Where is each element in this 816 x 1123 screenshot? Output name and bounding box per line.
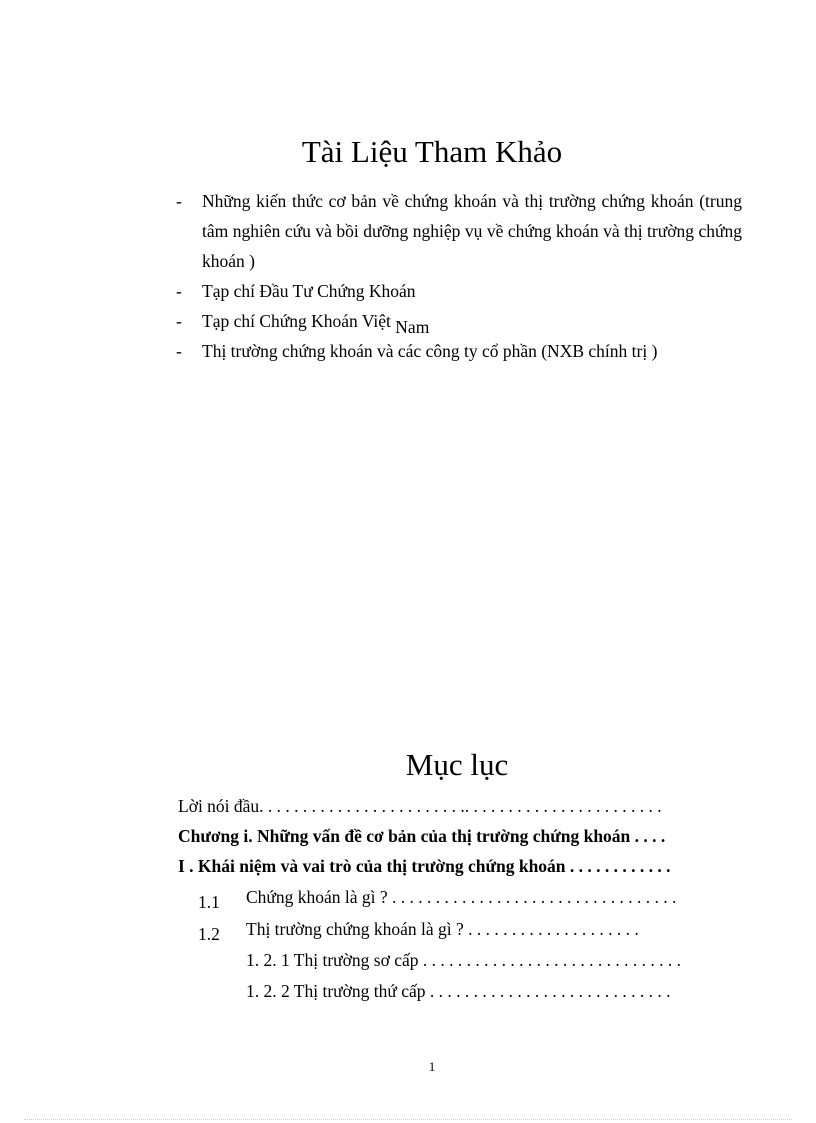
page-divider xyxy=(24,1119,792,1120)
toc-entry-1-2[interactable]: Thị trường chứng khoán là gì ? . . . . . . . . . . . . . . . . . . . . xyxy=(246,919,639,939)
reference-text-tail: Nam xyxy=(395,317,430,337)
reference-item xyxy=(176,276,742,306)
reference-text: Tạp chí Đầu Tư Chứng Khoán xyxy=(202,281,416,301)
page-number: 1 xyxy=(428,1059,436,1074)
toc-number: 1.1 xyxy=(198,892,220,912)
bullet-dash: - xyxy=(176,281,182,301)
toc-entry-1-2-1[interactable]: 1. 2. 1 Thị trường sơ cấp . . . . . . . . . . . . . . . . . . . . . . . . . . . . . . xyxy=(246,950,682,970)
toc-entry-chapter-1[interactable]: Chương i. Những vấn đề cơ bản của thị trường chứng khoán . . . . xyxy=(178,826,666,846)
reference-text: Thị trường chứng khoán và các công ty cổ phần (NXB chính trị ) xyxy=(202,341,658,361)
reference-item xyxy=(176,306,742,336)
bullet-dash: - xyxy=(176,311,182,331)
references-title: Tài Liệu Tham Khảo xyxy=(301,134,563,169)
bullet-dash: - xyxy=(176,191,182,211)
reference-text: Những kiến thức cơ bản về chứng khoán và thị trường chứng khoán (trung tâm nghiên cứu và bồi dưỡng nghiệp vụ về chứng khoán và thị trường chứng khoán ) xyxy=(202,191,742,271)
bullet-dash: - xyxy=(176,341,182,361)
reference-list xyxy=(176,186,742,366)
toc-entry-preface[interactable]: Lời nói đầu. . . . . . . . . . . . . . . . . . . . . . . .. . . . . . . . . . . . . . . . . . . . . . . xyxy=(178,796,662,816)
reference-item xyxy=(176,336,742,366)
toc-number: 1.2 xyxy=(198,924,220,944)
toc-title: Mục lục xyxy=(405,747,509,782)
toc-entry-section-1[interactable]: I . Khái niệm và vai trò của thị trường chứng khoán . . . . . . . . . . . . xyxy=(178,856,671,876)
toc-entry-1-1[interactable]: Chứng khoán là gì ? . . . . . . . . . . . . . . . . . . . . . . . . . . . . . . . . . xyxy=(246,887,677,907)
reference-text: Tạp chí Chứng Khoán Việt xyxy=(202,311,391,331)
reference-item xyxy=(176,186,742,276)
toc-entry-1-2-2[interactable]: 1. 2. 2 Thị trường thứ cấp . . . . . . . . . . . . . . . . . . . . . . . . . . . . xyxy=(246,981,671,1001)
